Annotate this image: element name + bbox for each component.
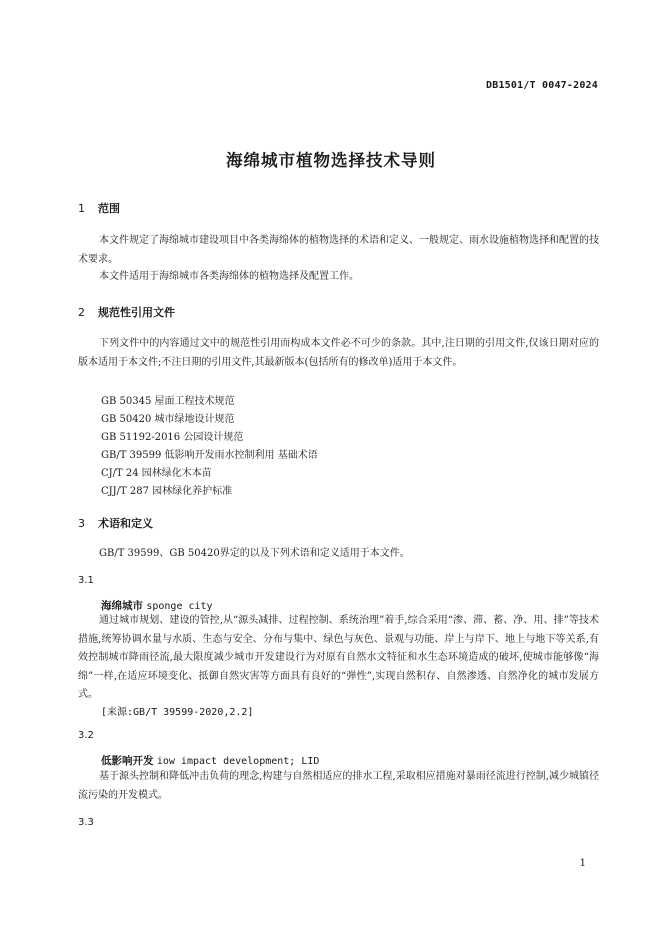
term-source: [来源:GB/T 39599-2020,2.2]	[101, 707, 254, 718]
reference-item: CJJ/T 287 园林绿化养护标准	[101, 486, 233, 497]
term-en: sponge city	[146, 601, 213, 612]
section-number: 1	[78, 202, 85, 215]
term-zh: 海绵城市	[101, 600, 143, 612]
scope-paragraph-1: 本文件规定了海绵城市建设项目中各类海绵体的植物选择的术语和定义、一般规定、雨水设施植物选择和配置的技术要求。	[78, 235, 599, 265]
section-title: 范围	[98, 202, 120, 215]
section-number: 2	[78, 306, 85, 319]
page-number: 1	[579, 858, 586, 869]
term-title	[101, 753, 319, 768]
reference-item: GB/T 39599 低影响开发雨水控制利用 基础术语	[101, 450, 318, 461]
term-title	[101, 598, 213, 613]
document-title: 海绵城市植物选择技术导则	[226, 151, 436, 170]
section-title: 术语和定义	[98, 517, 153, 530]
section-3-heading	[78, 515, 153, 531]
term-zh: 低影响开发	[101, 755, 154, 767]
term-en: iow impact development; LID	[156, 756, 320, 767]
references-intro: 下列文件中的内容通过文中的规范性引用而构成本文件必不可少的条款。其中,注日期的引用文件,仅该日期对应的版本适用于本文件;不注日期的引用文件,其最新版本(包括所有的修改单)适用于本文件。	[78, 338, 599, 368]
term-number: 3.1	[78, 575, 94, 586]
document-number: DB1501/T 0047-2024	[486, 80, 598, 91]
section-title: 规范性引用文件	[98, 306, 175, 319]
term-definition: 基于源头控制和降低冲击负荷的理念,构建与自然相适应的排水工程,采取相应措施对暴雨径流进行控制,减少城镇径流污染的开发模式。	[78, 771, 599, 801]
terms-intro: GB/T 39599、GB 50420界定的以及下列术语和定义适用于本文件。	[99, 548, 410, 559]
reference-item: GB 50345 屋面工程技术规范	[101, 396, 235, 407]
section-1-heading	[78, 200, 120, 216]
scope-paragraph-2: 本文件适用于海绵城市各类海绵体的植物选择及配置工作。	[99, 271, 359, 282]
section-number: 3	[78, 517, 85, 530]
term-number: 3.3	[78, 817, 94, 828]
reference-item: GB 50420 城市绿地设计规范	[101, 414, 235, 425]
section-2-heading	[78, 304, 175, 320]
reference-item: CJ/T 24 园林绿化木本苗	[101, 468, 212, 479]
term-definition: 通过城市规划、建设的管控,从“源头减排、过程控制、系统治理”着手,综合采用“渗、滞、蓄、净、用、排”等技术措施,统筹协调水量与水质、生态与安全、分布与集中、绿色与灰色、景观与功能、岸上与岸下、地上与地下等关系,有效控制城市降雨径流,最大限度减少城市开发建设行为对原有自然水文特征和水生态环境造成的破坏,使城市能够像“海绵”一样,在适应环境变化、抵御自然灾害等方面具有良好的“弹性”,实现自然积存、自然渗透、自然净化的城市发展方式。	[78, 615, 599, 700]
reference-item: GB 51192-2016 公园设计规范	[101, 432, 244, 443]
term-number: 3.2	[78, 730, 94, 741]
